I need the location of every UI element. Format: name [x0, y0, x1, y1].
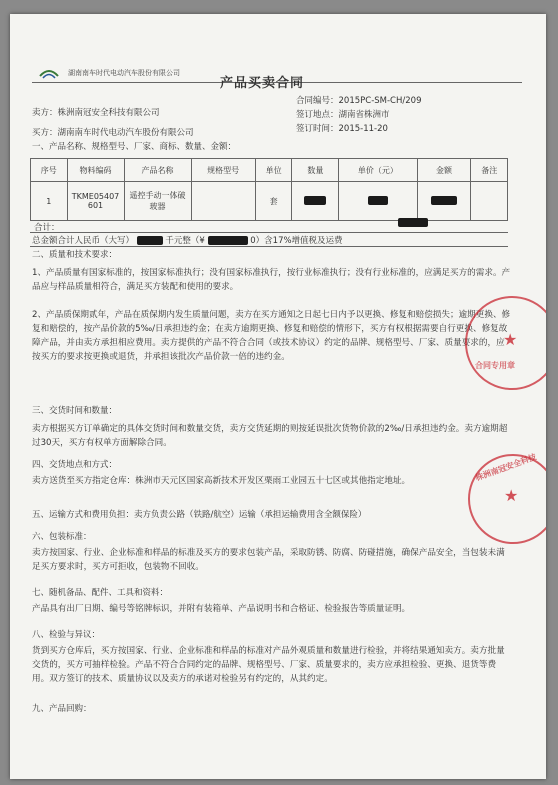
col-header: 单位: [255, 159, 292, 182]
seller-field: 卖方：株洲南冠安全科技有限公司: [32, 108, 160, 118]
items-table: [30, 158, 508, 221]
table-row: [31, 182, 508, 221]
contract-no-field: 合同编号：2015PC-SM-CH/209: [296, 96, 422, 106]
contract-seal-stamp: [465, 296, 546, 390]
cell-unit-price: [339, 182, 417, 221]
col-header: 物料编码: [67, 159, 124, 182]
section9-title: 九、产品回购：: [32, 704, 92, 714]
redaction-mark: [304, 196, 326, 205]
col-header: 序号: [31, 159, 68, 182]
company-name: 湖南南车时代电动汽车股份有限公司: [68, 69, 180, 77]
redaction-mark: [368, 196, 388, 205]
col-header: 金额: [417, 159, 471, 182]
col-header: 规格型号: [191, 159, 255, 182]
section2-title: 二、质量和技术要求：: [32, 250, 118, 260]
redaction-mark: [208, 236, 248, 245]
company-seal-stamp: [468, 454, 546, 544]
redaction-mark: [431, 196, 457, 205]
section3-title: 三、交货时间和数量：: [32, 406, 118, 416]
section2-paragraph2: 2、产品质保期贰年，产品在质保期内发生质量问题，卖方在买方通知之日起七日内予以更换、修复和赔偿损失；逾期更换、修复和赔偿的，按产品价款的5‰/日承担违约金；在卖方逾期更换、修复和赔偿的情形下，买方有权根据需要自行更换、修复故障产品，并由卖方承担相应费用。卖方提供的产品不符合合同（或技术协议）约定的品牌、规格型号、厂家、质量要求的，应按买方的要求按更换或退货，并承担该批次产品价款一倍的违约金。: [32, 310, 511, 362]
page-title: 产品买卖合同: [220, 76, 305, 91]
section2-paragraph1: 1、产品质量有国家标准的，按国家标准执行；没有国家标准执行，按行业标准执行；没有行业标准的，应满足买方的需求。产品应与样品质量相符合，满足买方装配和使用的要求。: [32, 268, 511, 292]
cell-product-name: 遥控手动一体破玻器: [124, 182, 191, 221]
cell-quantity: [292, 182, 339, 221]
col-header: 数量: [292, 159, 339, 182]
section8-paragraph: 货到买方仓库后，买方按国家、行业、企业标准和样品的标准对产品外观质量和数量进行检验，并将结果通知卖方。卖方批量交货的，买方可抽样检验。产品不符合合同约定的品牌、规格型号、厂家、质量要求的，卖方应承担检验、更换、退货等费用。双方签订的技术、质量协议以及卖方的承诺对检验另有约定的，从其约定。: [32, 646, 505, 684]
total-divider: [30, 232, 508, 233]
table-header-row: [31, 159, 508, 182]
section1-title: 一、产品名称、规格型号、厂家、商标、数量、金额：: [32, 142, 237, 152]
section7-paragraph: 产品具有出厂日期、编号等铭牌标识，并附有装箱单、产品说明书和合格证、检验报告等质量证明。: [32, 604, 411, 614]
cell-amount: [417, 182, 471, 221]
stamp-star-icon: ★: [504, 486, 519, 505]
section7-title: 七、随机备品、配件、工具和资料：: [32, 588, 169, 598]
section4-paragraph: 卖方送货至买方指定仓库：株洲市天元区国家高新技术开发区栗雨工业园五十七区或其他指定地址。: [32, 476, 411, 486]
section8-title: 八、检验与异议：: [32, 630, 101, 640]
cell-material-code: TKME05407601: [67, 182, 124, 221]
redaction-mark: [137, 236, 163, 245]
total-label: 总金额合计人民币（大写）: [32, 236, 135, 246]
sign-date-field: 签订时间：2015-11-20: [296, 124, 388, 134]
stamp-text: 合同专用章: [475, 361, 515, 370]
col-header: 产品名称: [124, 159, 191, 182]
col-header: 备注: [471, 159, 508, 182]
cell-spec: [191, 182, 255, 221]
stamp-star-icon: ★: [503, 330, 518, 349]
total-tail: 0）含17%增值税及运费: [250, 236, 343, 246]
section6-paragraph: 卖方按国家、行业、企业标准和样品的标准及买方的要求包装产品，采取防锈、防腐、防碰措施，确保产品安全，当包装未满足买方要求时，买方可拒收，包装物不回收。: [32, 548, 505, 572]
section5-line: 五、运输方式和费用负担：卖方负责公路（铁路/航空）运输（承担运输费用含全额保险）: [32, 510, 367, 520]
sign-place-field: 签订地点：湖南省株洲市: [296, 110, 390, 120]
section3-paragraph: 卖方根据买方订单确定的具体交货时间和数量交货，卖方交货延期的则按延误批次货物价款的2‰/日承担违约金。卖方逾期超过30天，买方有权单方面解除合同。: [32, 424, 508, 448]
company-logo-icon: [38, 66, 60, 80]
stamp-text: 株洲南冠安全科技: [474, 452, 538, 483]
cell-index: 1: [31, 182, 68, 221]
col-header: 单价（元）: [339, 159, 417, 182]
section6-title: 六、包装标准：: [32, 532, 92, 542]
cell-remark: [471, 182, 508, 221]
contract-page: [10, 14, 546, 779]
section4-title: 四、交货地点和方式：: [32, 460, 118, 470]
total-mid: 千元整（¥: [165, 236, 205, 246]
cell-unit: 套: [255, 182, 292, 221]
total-bottom-divider: [30, 246, 508, 247]
buyer-field: 买方：湖南南车时代电动汽车股份有限公司: [32, 128, 194, 138]
subtotal-label: 合计：: [34, 223, 60, 233]
total-amount-line: [32, 234, 343, 246]
redaction-mark: [398, 218, 428, 227]
